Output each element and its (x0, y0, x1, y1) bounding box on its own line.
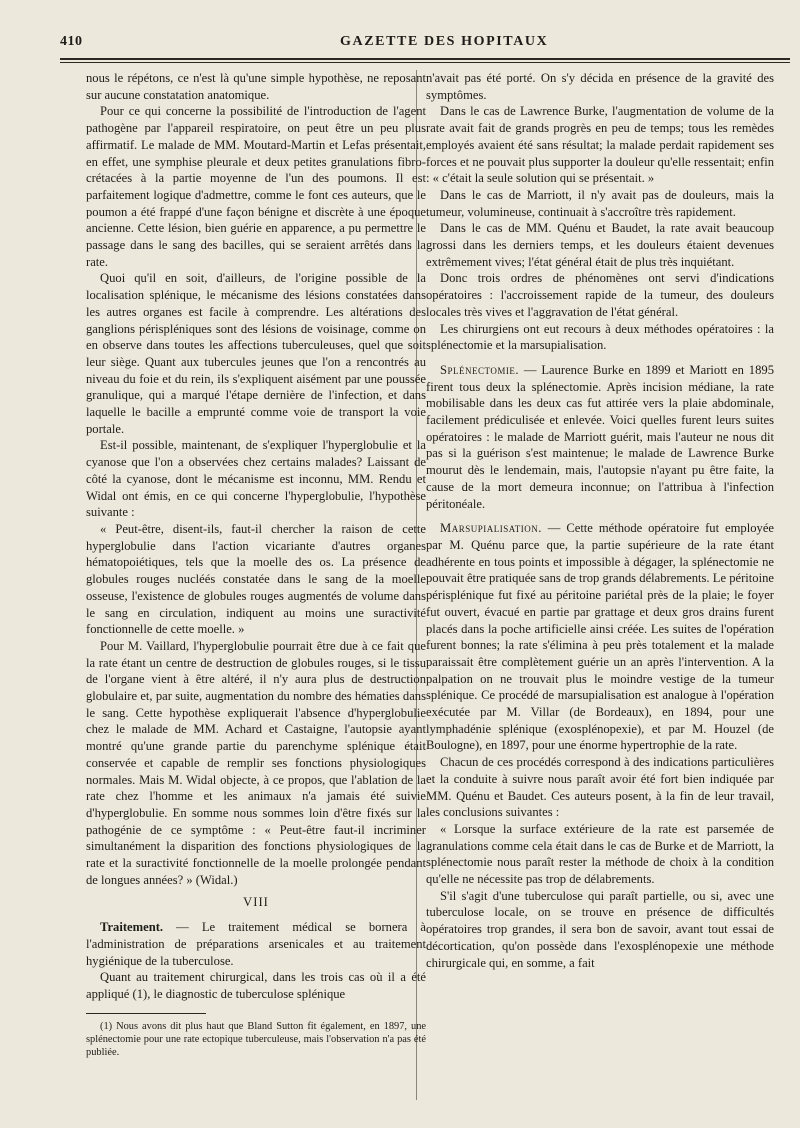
paragraph: S'il s'agit d'une tuberculose qui paraît partielle, ou si, avec une tuberculose locale, on se trouve en présence de difficultés opératoires trop grandes, il sera bon de savoir, avant tout essai de décortication, qu'on possède dans l'exosplénopexie une méthode chirurgicale qui, en somme, a fait (426, 888, 774, 970)
journal-title: GAZETTE DES HOPITAUX (340, 34, 549, 49)
page-number: 410 (60, 34, 83, 49)
traitement-heading: Traitement. (100, 920, 164, 935)
section-number: VIII (243, 895, 269, 910)
paragraph: Quoi qu'il en soit, d'ailleurs, de l'origine possible de la localisation splénique, le mécanisme des lésions constatées dans les autres organes est facile à comprendre. Les altérations des ganglions périspléniques sont des lésions de voisinage, comme on en observe dans toutes les affections tuberculeuses, quel que soit leur siège. Quant aux tubercules jeunes que l'on a rencontrés au niveau du foie et du rein, ils s'expliquent aisément par une poussée granulique, qui a marqué l'étape dernière de l'infection, et dans laquelle le bacille a emprunté comme voie de transport la voie portale. (86, 271, 426, 436)
paragraph: n'avait pas été porté. On s'y décida en présence de la gravité des symptômes. (426, 71, 774, 102)
marsupialisation-heading: Marsupialisation. (440, 521, 542, 536)
paragraph-marsupialisation (426, 520, 774, 754)
marsupialisation-text: — Cette méthode opératoire fut employée par M. Quénu parce que, la partie supérieure de la rate étant adhérente en tous points et impossible à dégager, la splénectomie ne pouvait être pratiquée sans de trop grands délabrements. Le péritoine périsplénique fut fixé au péritoine pariétal près de la plaie; le foyer fut ouvert, évacué en partie par grattage et deux gros drains furent placés dans la poche artificielle ainsi créée. Les suites de l'opération furent bonnes; la rate s'élimina à peu près totalement et la malade paraissait être complètement guérie un an après l'intervention. A la palpation on ne trouvait plus le moindre vestige de la tumeur splénique. Ce procédé de marsupialisation est analogue à l'opération exécutée par M. Villar (de Bordeaux), en 1894, pour une lymphadénie splénique (exosplénopexie), et par M. Houzel (de Boulogne), en 1897, pour une énorme hypertrophie de la rate. (426, 521, 774, 753)
footnote: (1) Nous avons dit plus haut que Bland Sutton fit également, en 1897, une splénectomie pour une rate ectopique tuberculeuse, mais l'observation n'a pas été publiée. (86, 1020, 426, 1059)
paragraph: Donc trois ordres de phénomènes ont servi d'indications opératoires : l'accroissement rapide de la tumeur, des douleurs locales très vives et l'aggravation de l'état général. (426, 271, 774, 319)
paragraph: Chacun de ces procédés correspond à des indications particulières et la conduite à suivre nous paraît avoir été fort bien indiquée par MM. Quénu et Baudet. Ces auteurs posent, à la fin de leur travail, les conclusions suivantes : (426, 755, 774, 820)
paragraph: Pour ce qui concerne la possibilité de l'introduction de l'agent pathogène par l'appareil respiratoire, on peut être un peu plus affirmatif. Le malade de MM. Moutard-Martin et Lefas présentait, en effet, une symphise pleurale et deux petites granulations fibro-crétacées à la partie moyenne de l'un des poumons. Il est parfaitement logique d'admettre, comme le font ces auteurs, que le poumon a été frappé d'une façon bénigne et discrète à une époque ancienne. Cette lésion, bien guérie en apparence, a pu permettre le passage dans le sang des bacilles, qui se seraient arrêtés dans la rate. (86, 104, 426, 269)
traitement-text: — Le traitement médical se bornera à l'administration de préparations arsenicales et au traitement hygiénique de la tuberculose. (86, 920, 426, 968)
paragraph: nous le répétons, ce n'est là qu'une simple hypothèse, ne reposant sur aucune constatation anatomique. (86, 71, 426, 102)
splenectomie-text: — Laurence Burke en 1899 et Mariott en 1895 firent tous deux la splénectomie. Après incision médiane, la rate mobilisable dans les deux cas fut attirée vers la plaie abdominale, facilement prédiculisée et enlevée. Voici quelles furent leurs suites opératoires : le malade de Marriott guérit, mais l'auteur ne nous dit pas si la guérison s'est maintenue; le malade de Lawrence Burke mourut dès le lendemain, mais, l'autopsie n'ayant pu être faite, la cause de la mort demeura inconnue; on l'attribua à l'infection péritonéale. (426, 362, 774, 511)
paragraph-splenectomie (426, 362, 774, 512)
paragraph: « Lorsque la surface extérieure de la rate est parsemée de granulations comme cela était dans le cas de Burke et de Marriott, la splénectomie nous paraît rester la méthode de choix à la condition qu'elle ne nécessite pas trop de délabrements. (426, 821, 774, 887)
paragraph: Est-il possible, maintenant, de s'expliquer l'hyperglobulie et la cyanose que l'on a observées chez certains malades? Laissant de côté la cyanose, dont le mécanisme est inconnu, MM. Rendu et Widal ont émis, en ce qui concerne l'hyperglobulie, l'hypothèse suivante : (86, 438, 426, 520)
paragraph: Pour M. Vaillard, l'hyperglobulie pourrait être due à ce fait que la rate étant un centre de destruction de globules rouges, si le tissu de l'organe vient à être altéré, il n'y aura plus de destruction globulaire et, par suite, augmentation du nombre des hématies dans le sang. Cette hypothèse expliquerait l'absence d'hyperglobulie chez le malade de MM. Achard et Castaigne, l'autopsie ayant montré qu'une grande partie du parenchyme splénique était conservée et capable de remplir ses fonctions physiologiques normales. Mais M. Widal objecte, à ce propos, que l'ablation de la rate chez l'homme et les animaux n'a jamais été suivie d'hyperglobulie. En somme nous sommes loin d'être fixés sur la pathogénie de ce symptôme : « Peut-être faut-il incriminer simultanément la disparition des fonctions physiologiques de la rate et la suractivité fonctionnelle de la moelle prolongée pendant de longues années? » (Widal.) (86, 638, 426, 887)
paragraph: Dans le cas de MM. Quénu et Baudet, la rate avait beaucoup grossi dans les derniers temps, et les douleurs étaient devenues extrêmement vives; l'état général était de plus très inquiétant. (426, 221, 774, 269)
header-rule-thin (60, 62, 790, 63)
paragraph-traitement (86, 919, 426, 969)
paragraph: Dans le cas de Marriott, il n'y avait pas de douleurs, mais la tumeur, volumineuse, continuait à s'accroître très rapidement. (426, 187, 774, 219)
paragraph: Quant au traitement chirurgical, dans les trois cas où il a été appliqué (1), le diagnostic de tuberculose splénique (86, 970, 426, 1001)
header-rule-thick (60, 58, 790, 60)
paragraph: Les chirurgiens ont eut recours à deux méthodes opératoires : la splénectomie et la marsupialisation. (426, 321, 774, 353)
right-column (426, 70, 774, 971)
splenectomie-heading: Splénectomie. (440, 362, 519, 377)
paragraph: « Peut-être, disent-ils, faut-il chercher la raison de cette hyperglobulie dans l'action vicariante d'autres organes hématopoiétiques, tels que la moelle des os. La présence de globules rouges nucléés constatée dans le sang de la moelle osseuse, l'existence de globules rouges augmentés de volume dans le sang en circulation, indiquent au moins une suractivité fonctionnelle de cette moelle. » (86, 521, 426, 637)
left-column (86, 70, 426, 1060)
paragraph: Dans le cas de Lawrence Burke, l'augmentation de volume de la rate avait fait de grands progrès en peu de temps; tous les remèdes employés avaient été sans résultat; la malade perdait rapidement ses forces et ne pouvait plus supporter la douleur qu'elle ressentait; enfin : « c'était la seule solution qui se présentait. » (426, 104, 774, 186)
footnote-rule (86, 1013, 206, 1014)
page-header (60, 34, 790, 54)
